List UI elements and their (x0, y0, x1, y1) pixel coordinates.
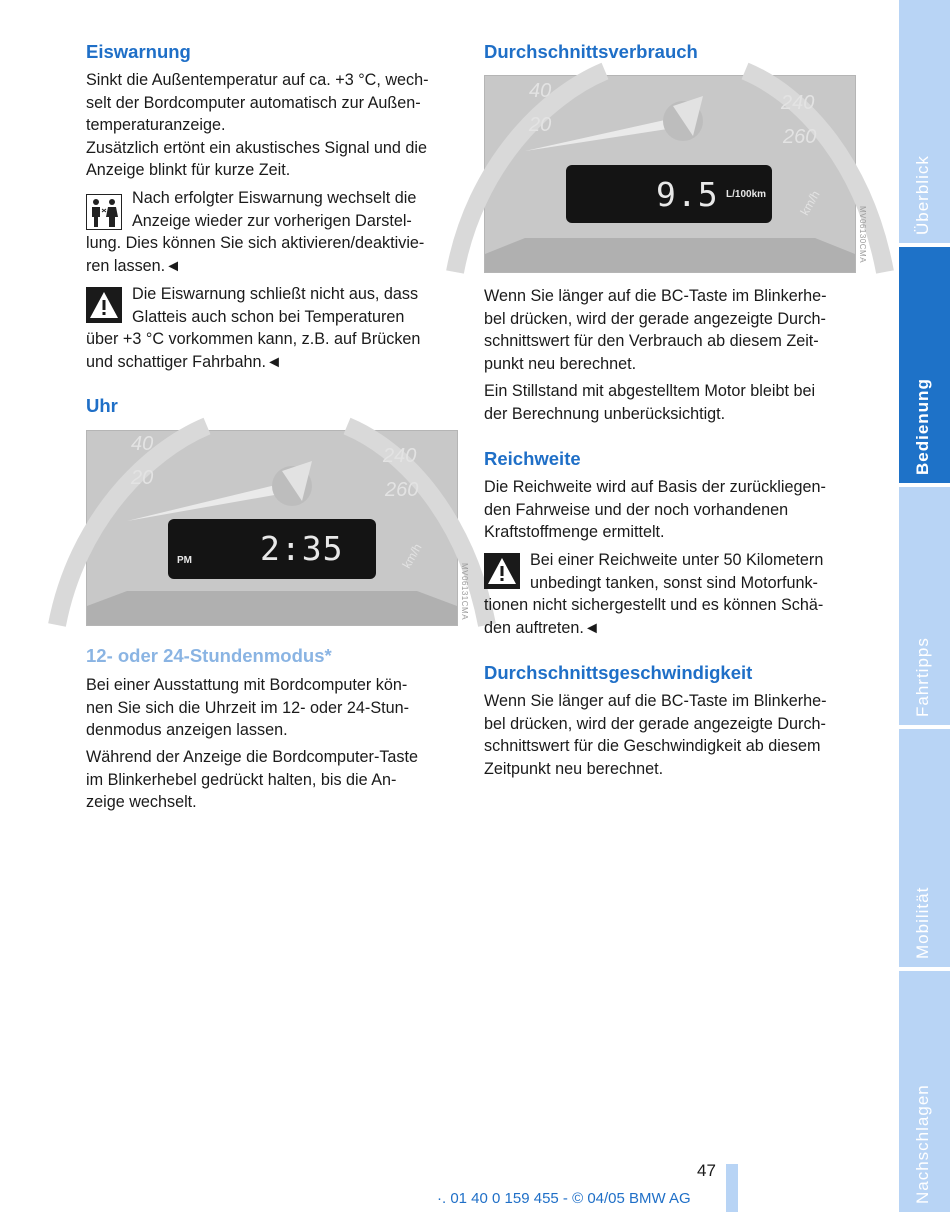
clock-lcd (168, 519, 376, 579)
reichweite-paragraph: Die Reichweite wird auf Basis der zurückliegen- den Fahrweise und der noch vorhandenen Kraftstoffmenge ermittelt. (484, 478, 826, 541)
gauge-tick-240: 240 (383, 445, 417, 467)
tab-nachschlagen[interactable]: Nachschlagen (899, 971, 950, 1212)
consumption-image-code: MV06130CMA (858, 206, 867, 264)
page-number: 47 (697, 1161, 716, 1180)
heading-durchschnittsgeschwindigkeit: Durchschnittsgeschwindigkeit (484, 662, 753, 683)
chapter-sidebar (899, 0, 950, 1212)
clock-display-image (86, 430, 469, 626)
stundenmodus-paragraph-1: Bei einer Ausstattung mit Bordcomputer kön- nen Sie sich die Uhrzeit im 12- oder 24-Stun- denmodus anzeigen lassen. (86, 676, 410, 739)
heading-reichweite: Reichweite (484, 448, 581, 469)
reichweite-warning-note: Bei einer Reichweite unter 50 Kilometern unbedingt tanken, sonst sind Motorfunk- tionen nicht sichergestellt und es können Schä- den auftreten.◄ (484, 551, 824, 637)
gauge-unit: km/h (399, 541, 425, 571)
eiswarnung-paragraph: Sinkt die Außentemperatur auf ca. +3 °C, wech- selt der Bordcomputer automatisch zur Außen- temperaturanzeige. Zusätzlich ertönt ein akustisches Signal und die Anzeige blinkt für kurze Zeit. (86, 71, 429, 179)
heading-eiswarnung: Eiswarnung (86, 41, 191, 62)
geschwindigkeit-paragraph: Wenn Sie länger auf die BC-Taste im Blinkerhe- bel drücken, wird der gerade angezeigte Durch- schnittswert für die Geschwindigkeit ab diesem Zeitpunkt neu berechnet. (484, 692, 827, 778)
heading-stundenmodus: 12- oder 24-Stundenmodus* (86, 645, 332, 666)
tab-fahrtipps[interactable]: Fahrtipps (899, 487, 950, 725)
gauge-tick-40: 40 (131, 433, 154, 455)
tab-bedienung[interactable]: Bedienung (899, 247, 950, 483)
tab-mobilitaet[interactable]: Mobilität (899, 729, 950, 967)
heading-uhr: Uhr (86, 395, 118, 416)
clock-pm-label: PM (177, 555, 192, 566)
gauge-tick-260: 260 (783, 126, 817, 148)
eiswarnung-info-note: Nach erfolgter Eiswarnung wechselt die Anzeige wieder zur vorherigen Darstel- lung. Dies können Sie sich aktivieren/deaktivie- ren lassen.◄ (86, 189, 425, 275)
gauge-tick-240: 240 (781, 92, 815, 114)
gauge-unit: km/h (797, 188, 823, 218)
clock-image-code: MV06131CMA (460, 563, 469, 621)
gauge-tick-260: 260 (385, 479, 419, 501)
footer-copyright: ·. 01 40 0 159 455 - © 04/05 BMW AG (437, 1190, 691, 1207)
consumption-value: 9.5 (656, 175, 719, 214)
consumption-lcd (566, 165, 772, 223)
consumption-display-image (484, 75, 867, 273)
gauge-tick-20: 20 (529, 114, 552, 136)
heading-durchschnittsverbrauch: Durchschnittsverbrauch (484, 41, 698, 62)
clock-time-value: 2:35 (260, 529, 344, 568)
stundenmodus-paragraph-2: Während der Anzeige die Bordcomputer-Taste im Blinkerhebel gedrückt halten, bis die An- zeige wechselt. (86, 748, 419, 811)
page-number-bar (726, 1164, 738, 1212)
consumption-unit-label: L/100km (726, 189, 767, 200)
verbrauch-paragraph-2: Ein Stillstand mit abgestelltem Motor bleibt bei der Berechnung unberücksichtigt. (484, 382, 816, 423)
verbrauch-paragraph-1: Wenn Sie länger auf die BC-Taste im Blinkerhe- bel drücken, wird der gerade angezeigte Durch- schnittswert für den Verbrauch ab diesem Zeit- punkt neu berechnet. (484, 287, 827, 373)
gauge-tick-20: 20 (131, 467, 154, 489)
eiswarnung-warning-note: Die Eiswarnung schließt nicht aus, dass Glatteis auch schon bei Temperaturen über +3 °C vorkommen kann, z.B. auf Brücken und schattiger Fahrbahn.◄ (86, 285, 421, 371)
gauge-tick-40: 40 (529, 80, 552, 102)
tab-ueberblick[interactable]: Überblick (899, 0, 950, 243)
